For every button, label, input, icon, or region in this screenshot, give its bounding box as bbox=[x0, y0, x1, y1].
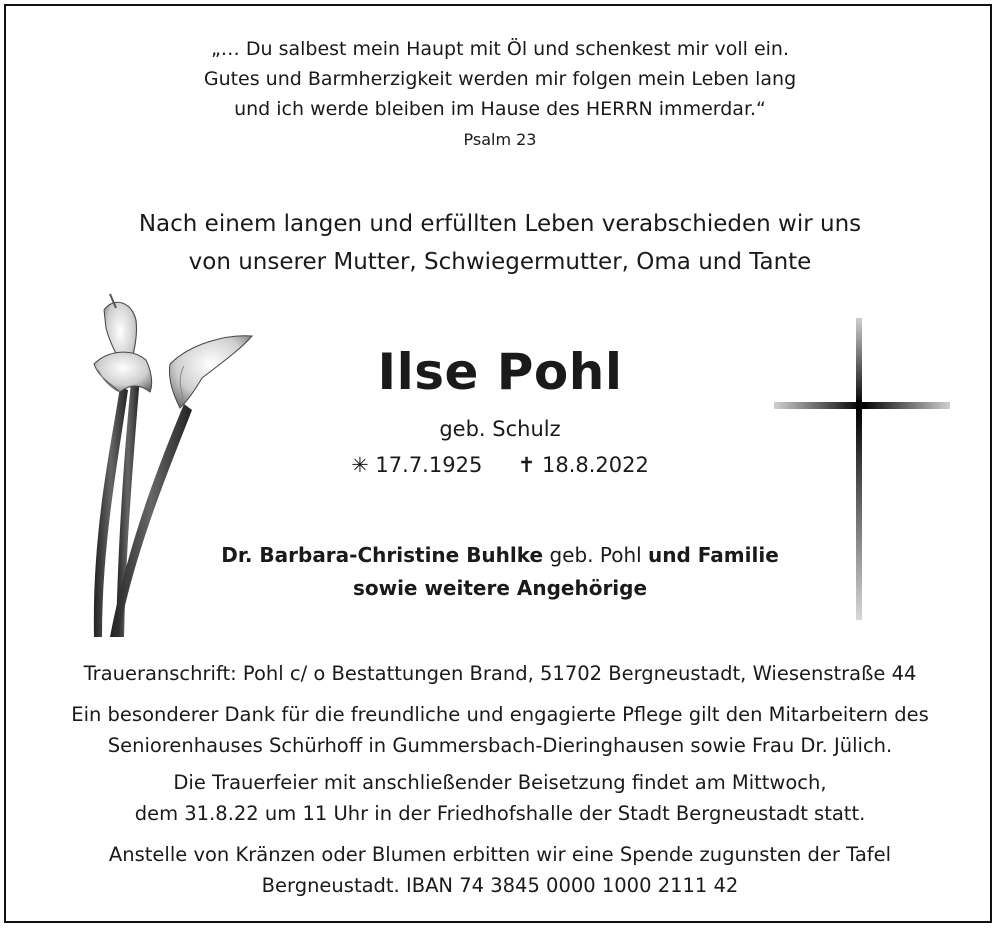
intro-line-1: Nach einem langen und erfüllten Leben verabschieden wir uns bbox=[138, 211, 862, 237]
birth-name: geb. Schulz bbox=[439, 417, 561, 441]
birth-date: 17.7.1925 bbox=[375, 453, 483, 477]
mourners-line-2: sowie weitere Angehörige bbox=[352, 576, 648, 600]
donation-line-1: Anstelle von Kränzen oder Blumen erbitten wir eine Spende zugunsten der Tafel bbox=[108, 843, 892, 866]
death-cross-icon: ✝ bbox=[517, 453, 536, 477]
mourners-line-1 bbox=[0, 543, 1000, 567]
mourner-name: Dr. Barbara-Christine Buhlke bbox=[221, 543, 544, 567]
deceased-name: Ilse Pohl bbox=[377, 343, 623, 401]
ceremony-line-1: Die Trauerfeier mit anschließender Beisetzung findet am Mittwoch, bbox=[173, 771, 827, 794]
quote-line-1: „… Du salbest mein Haupt mit Öl und schenkest mir voll ein. bbox=[210, 38, 790, 60]
intro-line-2: von unserer Mutter, Schwiegermutter, Oma und Tante bbox=[188, 249, 812, 275]
thanks-line-2: Seniorenhauses Schürhoff in Gummersbach-Dieringhausen sowie Frau Dr. Jülich. bbox=[107, 734, 893, 757]
quote-line-2: Gutes und Barmherzigkeit werden mir folgen mein Leben lang bbox=[203, 68, 797, 90]
birth-star-icon: ✳ bbox=[351, 453, 369, 477]
death-date: 18.8.2022 bbox=[541, 453, 649, 477]
mourner-suffix: und Familie bbox=[648, 543, 779, 567]
thanks-line-1: Ein besonderer Dank für die freundliche und engagierte Pflege gilt den Mitarbeitern des bbox=[71, 703, 929, 726]
mourner-maiden-name: geb. Pohl bbox=[549, 543, 642, 567]
quote-line-3: und ich werde bleiben im Hause des HERRN immerdar.“ bbox=[234, 98, 766, 120]
quote-source: Psalm 23 bbox=[463, 130, 537, 149]
ceremony-line-2: dem 31.8.22 um 11 Uhr in der Friedhofshalle der Stadt Bergneustadt statt. bbox=[134, 802, 866, 825]
donation-line-2: Bergneustadt. IBAN 74 3845 0000 1000 2111 42 bbox=[261, 874, 739, 897]
funeral-address: Traueranschrift: Pohl c/ o Bestattungen Brand, 51702 Bergneustadt, Wiesenstraße 44 bbox=[83, 662, 917, 685]
life-dates bbox=[0, 453, 1000, 477]
